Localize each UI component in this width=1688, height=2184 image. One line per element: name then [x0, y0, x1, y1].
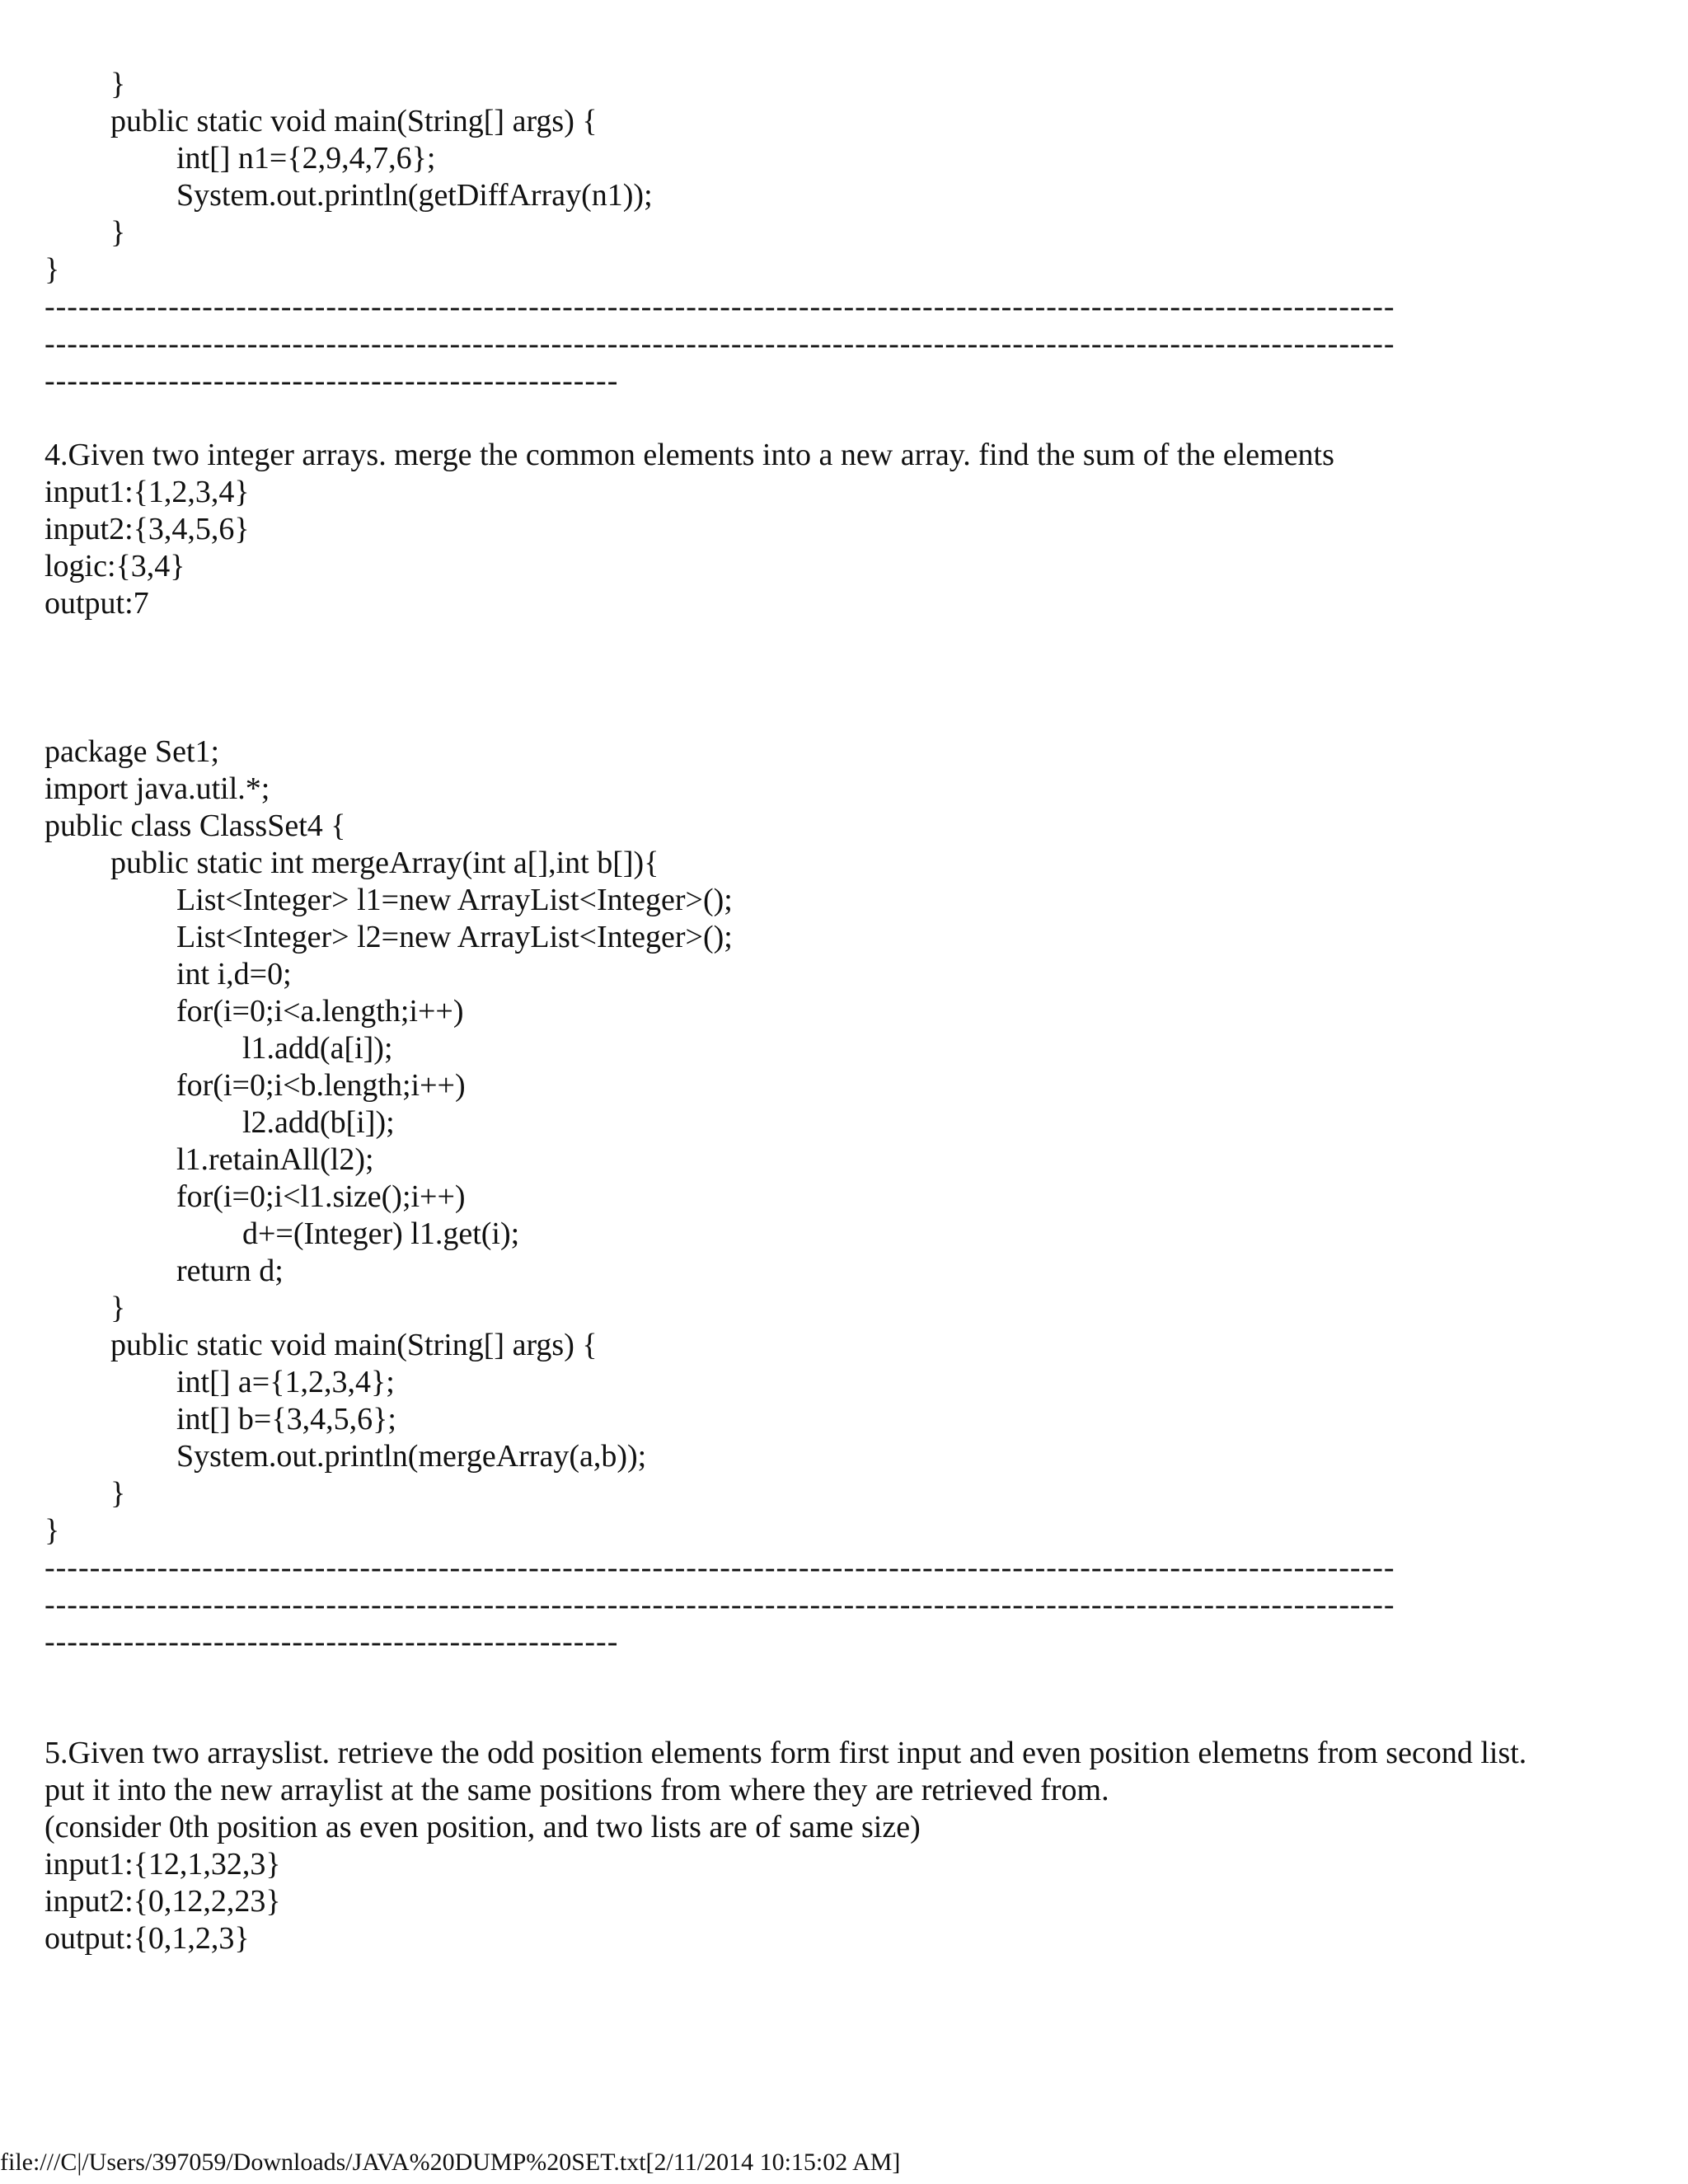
code-line: List<Integer> l1=new ArrayList<Integer>();: [176, 883, 733, 917]
code-line: l1.retainAll(l2);: [176, 1142, 374, 1177]
code-line: }: [110, 215, 126, 250]
code-line: d+=(Integer) l1.get(i);: [242, 1216, 520, 1251]
question-note: (consider 0th position as even position, and two lists are of same size): [45, 1810, 921, 1844]
code-line: for(i=0;i<l1.size();i++): [176, 1179, 466, 1214]
code-line: l2.add(b[i]);: [242, 1105, 395, 1140]
code-line: System.out.println(mergeArray(a,b));: [176, 1439, 647, 1474]
page-footer-path: file:///C|/Users/397059/Downloads/JAVA%20DUMP%20SET.txt[2/11/2014 10:15:02 AM]: [0, 2149, 901, 2176]
question-input: input1:{12,1,32,3}: [45, 1847, 281, 1882]
question-output: output:7: [45, 586, 149, 621]
code-line: }: [45, 1513, 60, 1548]
separator-line: ---------------------------------------------------: [45, 363, 619, 398]
code-line: l1.add(a[i]);: [242, 1031, 393, 1066]
question-input: input1:{1,2,3,4}: [45, 475, 250, 509]
question-title: 4.Given two integer arrays. merge the common elements into a new array. find the sum of the elements: [45, 438, 1334, 472]
code-line: int i,d=0;: [176, 957, 292, 991]
separator-line: ------------------------------------------------------------------------------------------------------------------------: [45, 1587, 1395, 1622]
code-line: }: [45, 252, 60, 287]
blank-line: [45, 622, 1643, 659]
blank-line: [45, 696, 1643, 733]
separator-line: ---------------------------------------------------: [45, 1624, 619, 1659]
code-line: public static int mergeArray(int a[],int b[]){: [110, 846, 659, 880]
blank-line: [45, 1698, 1643, 1735]
question-output: output:{0,1,2,3}: [45, 1921, 250, 1956]
code-line: }: [110, 1476, 126, 1511]
code-line: int[] n1={2,9,4,7,6};: [176, 141, 436, 176]
code-line: import java.util.*;: [45, 771, 270, 806]
separator-line: ------------------------------------------------------------------------------------------------------------------------: [45, 326, 1395, 361]
code-line: public class ClassSet4 {: [45, 808, 346, 843]
blank-line: [45, 1661, 1643, 1698]
code-line: int[] b={3,4,5,6};: [176, 1402, 396, 1436]
code-line: return d;: [176, 1254, 284, 1288]
separator-line: ------------------------------------------------------------------------------------------------------------------------: [45, 289, 1395, 324]
question-logic: logic:{3,4}: [45, 549, 185, 583]
question-input: input2:{3,4,5,6}: [45, 512, 250, 546]
question-input: input2:{0,12,2,23}: [45, 1884, 281, 1919]
code-line: int[] a={1,2,3,4};: [176, 1365, 395, 1399]
code-line: public static void main(String[] args) {: [110, 104, 598, 138]
blank-line: [45, 659, 1643, 696]
blank-line: [45, 400, 1643, 437]
separator-line: ------------------------------------------------------------------------------------------------------------------------: [45, 1550, 1395, 1585]
code-line: public static void main(String[] args) {: [110, 1328, 598, 1362]
code-line: }: [110, 1291, 126, 1325]
code-line: List<Integer> l2=new ArrayList<Integer>();: [176, 920, 733, 954]
question-text: put it into the new arraylist at the same positions from where they are retrieved from.: [45, 1773, 1109, 1807]
code-line: for(i=0;i<b.length;i++): [176, 1068, 466, 1103]
code-line: System.out.println(getDiffArray(n1));: [176, 178, 653, 213]
question-title: 5.Given two arrayslist. retrieve the odd position elements form first input and even position elemetns from second list.: [45, 1736, 1527, 1770]
code-line: package Set1;: [45, 734, 220, 769]
code-line: for(i=0;i<a.length;i++): [176, 994, 464, 1029]
code-line: }: [110, 67, 126, 101]
document-body: [45, 66, 1643, 1957]
